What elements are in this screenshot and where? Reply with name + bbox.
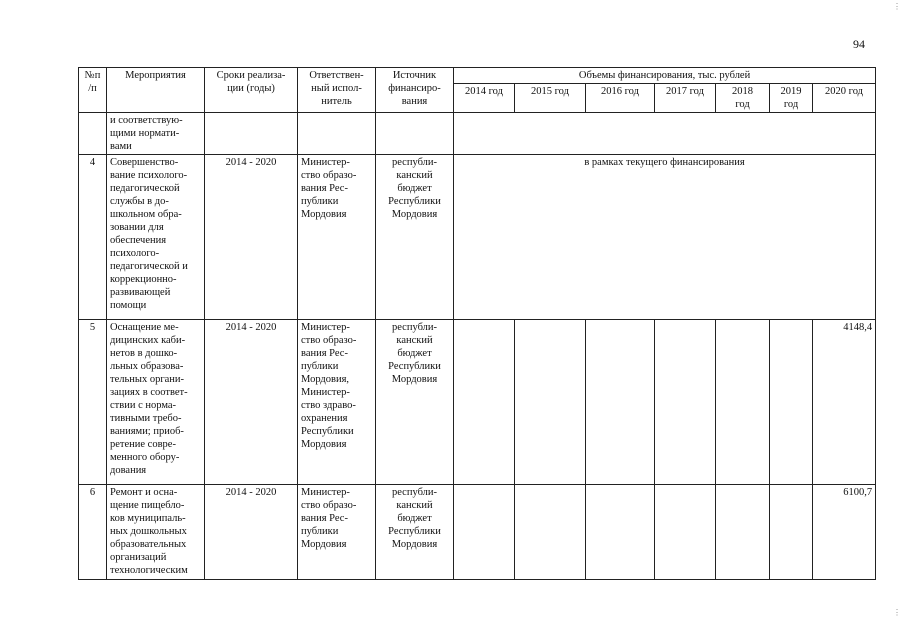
value-cell [770, 320, 813, 485]
value-cell [586, 320, 655, 485]
source-cell: республи- канский бюджет Республики Мордовия [376, 320, 454, 485]
responsible-cell: Министер- ство образо- вания Рес- публики Мордовия [298, 155, 376, 320]
event-cell: Оснащение ме- дицинских каби- нетов в дошко- льных образова- тельных органи- зациях в соответ- ствии с норма- тивными требо- ваниями; приоб- ретение совре- менного обору- дования [107, 320, 205, 485]
row-number: 4 [79, 155, 107, 320]
table-row [79, 113, 876, 155]
value-cell: 6100,7 [813, 485, 876, 580]
header-year: 2014 год [454, 84, 515, 113]
value-cell [586, 485, 655, 580]
header-row [79, 68, 876, 84]
value-cell [655, 320, 716, 485]
value-cell [655, 485, 716, 580]
header-source: Источник финансиро- вания [376, 68, 454, 113]
financing-empty-cell [454, 113, 876, 155]
responsible-cell: Министер- ство образо- вания Рес- публики Мордовия, Министер- ство здраво- охранения Республики Мордовия [298, 320, 376, 485]
header-num: №п /п [79, 68, 107, 113]
header-volumes: Объемы финансирования, тыс. рублей [454, 68, 876, 84]
header-period: Сроки реализа- ции (годы) [205, 68, 298, 113]
event-cell: и соответствую- щими нормати- вами [107, 113, 205, 155]
value-cell [716, 485, 770, 580]
value-cell [515, 320, 586, 485]
row-number: 5 [79, 320, 107, 485]
table-row [79, 320, 876, 485]
period-cell: 2014 - 2020 [205, 320, 298, 485]
table-row [79, 485, 876, 580]
header-year: 2017 год [655, 84, 716, 113]
header-year: 2015 год [515, 84, 586, 113]
responsible-cell: Министер- ство образо- вания Рес- публики Мордовия [298, 485, 376, 580]
source-cell [376, 113, 454, 155]
header-year: 2019 год [770, 84, 813, 113]
source-cell: республи- канский бюджет Республики Мордовия [376, 155, 454, 320]
scan-artifact: ⋮ [893, 608, 901, 617]
table-row [79, 155, 876, 320]
financing-note: в рамках текущего финансирования [454, 155, 876, 320]
financing-table [78, 67, 876, 580]
header-year: 2018 год [716, 84, 770, 113]
responsible-cell [298, 113, 376, 155]
header-responsible: Ответствен- ный испол- нитель [298, 68, 376, 113]
value-cell [770, 485, 813, 580]
event-cell: Ремонт и осна- щение пищебло- ков муниципаль- ных дошкольных образовательных организаций технологическим [107, 485, 205, 580]
value-cell [716, 320, 770, 485]
row-number [79, 113, 107, 155]
header-year: 2016 год [586, 84, 655, 113]
value-cell [454, 320, 515, 485]
event-cell: Совершенство- вание психолого- педагогической службы в до- школьном обра- зовании для обеспечения психолого- педагогической и коррекционно- развивающей помощи [107, 155, 205, 320]
page-number: 94 [853, 37, 865, 51]
row-number: 6 [79, 485, 107, 580]
period-cell: 2014 - 2020 [205, 155, 298, 320]
value-cell [515, 485, 586, 580]
scan-artifact: ⋮ [893, 2, 901, 11]
value-cell [454, 485, 515, 580]
period-cell [205, 113, 298, 155]
source-cell: республи- канский бюджет Республики Мордовия [376, 485, 454, 580]
value-cell: 4148,4 [813, 320, 876, 485]
header-year: 2020 год [813, 84, 876, 113]
period-cell: 2014 - 2020 [205, 485, 298, 580]
header-event: Мероприятия [107, 68, 205, 113]
